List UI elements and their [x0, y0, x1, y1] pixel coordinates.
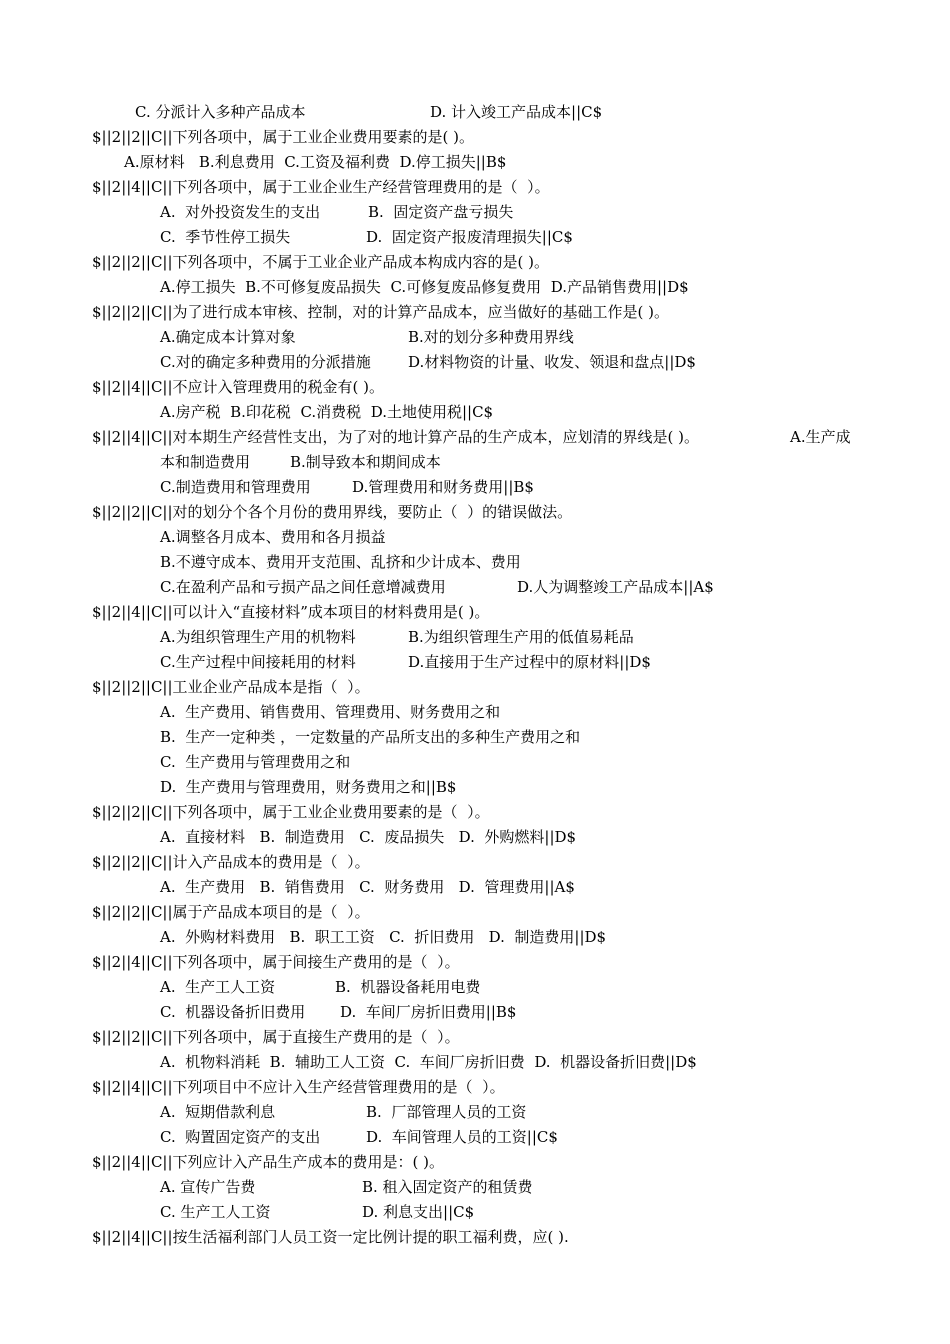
option-col2: D. 车间厂房折旧费用||B$	[340, 1003, 517, 1021]
question-line: $||2||4||C||按生活福利部门人员工资一定比例计提的职工福利费，应( ).	[92, 1228, 569, 1246]
option-col2: B. 厂部管理人员的工资	[366, 1103, 527, 1121]
question-line: $||2||4||C||下列应计入产品生产成本的费用是：( )。	[92, 1153, 445, 1171]
question-line: $||2||4||C||下列各项中，属于间接生产费用的是（ ）。	[92, 953, 460, 971]
question-line: $||2||2||C||下列各项中，属于直接生产费用的是（ ）。	[92, 1028, 460, 1046]
option-col2: D. 固定资产报废清理损失||C$	[366, 228, 573, 246]
option-line: C. 生产费用与管理费用之和	[160, 753, 351, 771]
option-line: C.在盈利产品和亏损产品之间任意增减费用 D.人为调整竣工产品成本||A$	[160, 578, 714, 596]
option-line: A. 外购材料费用 B. 职工工资 C. 折旧费用 D. 制造费用||D$	[160, 928, 607, 946]
option-line: A. 短期借款利息 B. 厂部管理人员的工资	[160, 1103, 527, 1121]
question-line: $||2||4||C||不应计入管理费用的税金有( )。	[92, 378, 385, 396]
question-line: $||2||2||C||下列各项中，不属于工业企业产品成本构成内容的是( )。	[92, 253, 550, 271]
question-line: $||2||2||C||下列各项中，属于工业企业费用要素的是（ ）。	[92, 803, 490, 821]
option-line: A.停工损失 B.不可修复废品损失 C.可修复废品修复费用 D.产品销售费用||D$	[160, 278, 689, 296]
question-line: $||2||2||C||下列各项中，属于工业企业费用要素的是( )。	[92, 128, 475, 146]
option-col2: B. 机器设备耗用电费	[335, 978, 481, 996]
option-line: A. 生产费用、销售费用、管理费用、财务费用之和	[160, 703, 501, 721]
option-line: D. 生产费用与管理费用，财务费用之和||B$	[160, 778, 457, 796]
question-line: $||2||2||C||对的划分个各个月份的费用界线，要防止（ ）的错误做法。	[92, 503, 573, 521]
option-line: A.确定成本计算对象 B.对的划分多种费用界线	[160, 328, 574, 346]
question-line: $||2||4||C||对本期生产经营性支出，为了对的地计算产品的生产成本，应划清的界线是( )。 A.生产成	[92, 428, 851, 446]
option-line: A.为组织管理生产用的机物料 B.为组织管理生产用的低值易耗品	[160, 628, 634, 646]
option-col2: B.制导致本和期间成本	[290, 453, 441, 471]
option-col2: B. 租入固定资产的租赁费	[362, 1178, 533, 1196]
option-line: C. 季节性停工损失 D. 固定资产报废清理损失||C$	[160, 228, 573, 246]
option-line: A. 生产费用 B. 销售费用 C. 财务费用 D. 管理费用||A$	[160, 878, 575, 896]
option-col2: A.生产成	[790, 428, 851, 446]
option-line: C. 生产工人工资 D. 利息支出||C$	[160, 1203, 475, 1221]
option-line: A.原材料 B.利息费用 C.工资及福利费 D.停工损失||B$	[124, 153, 507, 171]
option-line: C. 购置固定资产的支出 D. 车间管理人员的工资||C$	[160, 1128, 558, 1146]
option-line: C.生产过程中间接耗用的材料 D.直接用于生产过程中的原材料||D$	[160, 653, 651, 671]
option-col2: D.直接用于生产过程中的原材料||D$	[408, 653, 651, 671]
option-line: A. 宣传广告费 B. 租入固定资产的租赁费	[160, 1178, 533, 1196]
question-line: $||2||2||C||为了进行成本审核、控制，对的计算产品成本，应当做好的基础工作是( )。	[92, 303, 670, 321]
option-line: B.不遵守成本、费用开支范围、乱挤和少计成本、费用	[160, 553, 521, 571]
option-col2: D. 车间管理人员的工资||C$	[366, 1128, 558, 1146]
option-line: A.调整各月成本、费用和各月损益	[160, 528, 386, 546]
question-line: $||2||4||C||可以计入“直接材料”成本项目的材料费用是( )。	[92, 603, 490, 621]
option-col2: D.人为调整竣工产品成本||A$	[517, 578, 714, 596]
option-line: C.制造费用和管理费用 D.管理费用和财务费用||B$	[160, 478, 534, 496]
option-line: A. 对外投资发生的支出 B. 固定资产盘亏损失	[160, 203, 514, 221]
question-line: $||2||2||C||计入产品成本的费用是（ ）。	[92, 853, 370, 871]
question-line: $||2||4||C||下列项目中不应计入生产经营管理费用的是（ ）。	[92, 1078, 505, 1096]
option-line: A. 机物料消耗 B. 辅助工人工资 C. 车间厂房折旧费 D. 机器设备折旧费||D$	[160, 1053, 697, 1071]
option-line: C. 分派计入多种产品成本 D. 计入竣工产品成本||C$	[135, 103, 603, 121]
option-col2: D.管理费用和财务费用||B$	[352, 478, 534, 496]
question-line: $||2||2||C||工业企业产品成本是指（ ）。	[92, 678, 370, 696]
option-col2: B. 固定资产盘亏损失	[368, 203, 514, 221]
question-line: $||2||4||C||下列各项中，属于工业企业生产经营管理费用的是（ ）。	[92, 178, 550, 196]
option-line: 本和制造费用 B.制导致本和期间成本	[160, 453, 441, 471]
option-line: A. 生产工人工资 B. 机器设备耗用电费	[160, 978, 481, 996]
option-line: A.房产税 B.印花税 C.消费税 D.土地使用税||C$	[160, 403, 494, 421]
option-col2: B.为组织管理生产用的低值易耗品	[408, 628, 634, 646]
option-line: C. 机器设备折旧费用 D. 车间厂房折旧费用||B$	[160, 1003, 517, 1021]
option-col2: D. 利息支出||C$	[362, 1203, 475, 1221]
option-line: B. 生产一定种类 ，一定数量的产品所支出的多种生产费用之和	[160, 728, 581, 746]
option-col2: D. 计入竣工产品成本||C$	[430, 103, 603, 121]
option-line: C.对的确定多种费用的分派措施 D.材料物资的计量、收发、领退和盘点||D$	[160, 353, 696, 371]
option-col2: D.材料物资的计量、收发、领退和盘点||D$	[408, 353, 696, 371]
question-line: $||2||2||C||属于产品成本项目的是（ ）。	[92, 903, 370, 921]
option-line: A. 直接材料 B. 制造费用 C. 废品损失 D. 外购燃料||D$	[160, 828, 577, 846]
option-col2: B.对的划分多种费用界线	[408, 328, 574, 346]
